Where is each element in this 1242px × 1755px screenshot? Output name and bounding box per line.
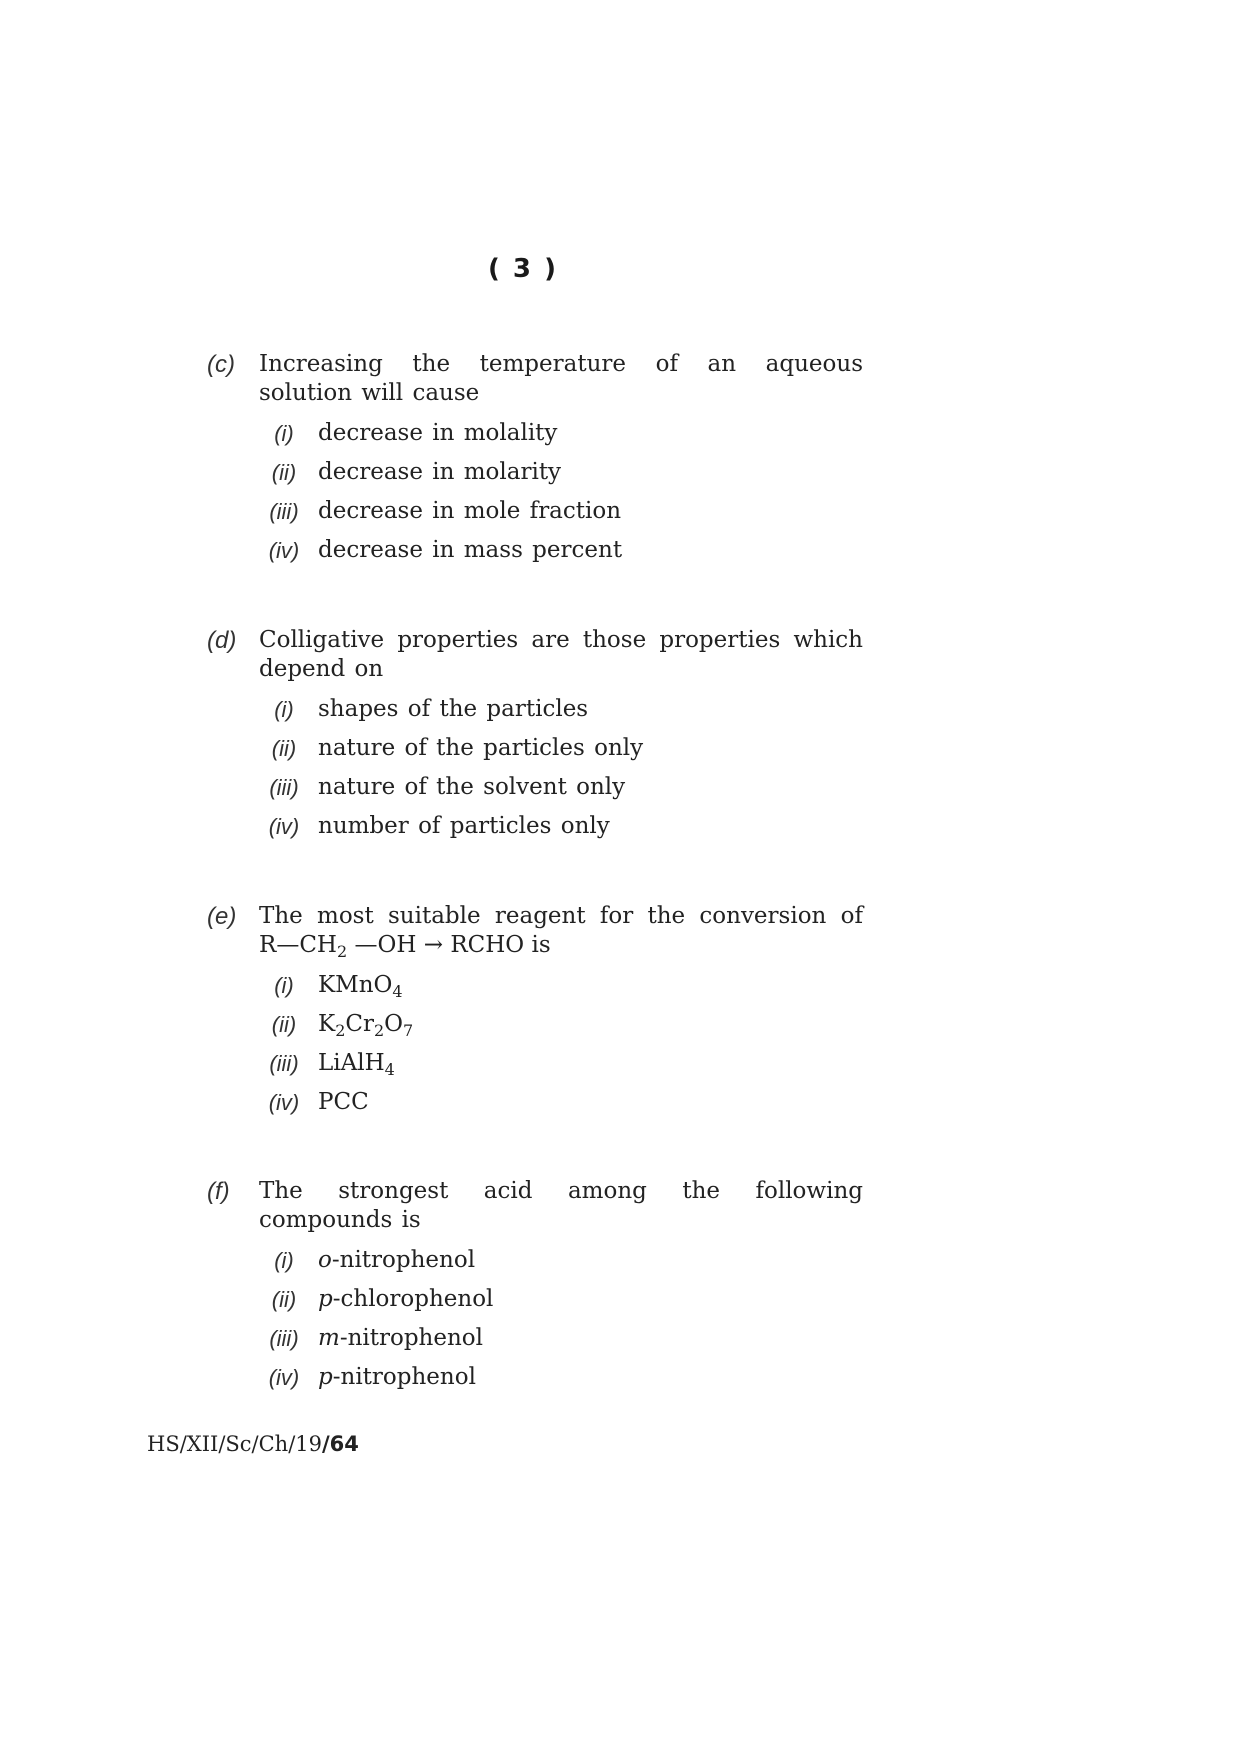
stem-line-1: Colligative properties are those properties which [259,627,863,653]
stem-line-2: compounds is [259,1207,421,1233]
option-iii [259,1044,863,1083]
question-stem [259,350,863,408]
option-ii [259,1280,863,1319]
question-label: (c) [207,351,235,378]
formula-subscript: 2 [336,942,348,961]
option-label: (i) [274,1248,294,1273]
formula-part: K [318,1011,336,1037]
option-text: decrease in molality [318,420,558,446]
option-label: (iii) [269,1051,299,1076]
option-text [318,1319,483,1358]
isomer-prefix: p [318,1286,333,1312]
option-text [318,966,403,1005]
option-text: shapes of the particles [318,696,589,722]
stem-line-1: The most suitable reagent for the conversion of [259,903,863,929]
option-label: (iii) [269,1326,299,1351]
question-label: (f) [207,1178,230,1205]
option-label: (iv) [268,1365,300,1390]
option-text [318,1241,475,1280]
option-label: (iv) [268,538,300,563]
formula-product: RCHO [450,932,525,958]
option-label: (iii) [269,775,299,800]
option-list [259,690,863,846]
option-text: PCC [318,1089,369,1115]
reaction-formula [259,931,863,960]
option-text [318,1044,395,1083]
option-iv [259,1358,863,1397]
question-f [207,1177,863,1397]
formula-subscript: 4 [384,1060,395,1079]
formula-part: O [384,1011,404,1037]
compound-name: -nitrophenol [331,1247,476,1273]
option-iv [259,807,863,846]
formula-bond: — [354,932,378,958]
formula-subscript: 7 [403,1021,414,1040]
isomer-prefix: m [318,1325,340,1351]
option-label: (i) [274,973,294,998]
option-text: nature of the particles only [318,735,644,761]
option-text: decrease in mass percent [318,537,623,563]
option-iv [259,1083,863,1122]
option-label: (iv) [268,1090,300,1115]
option-iii [259,768,863,807]
isomer-prefix: o [318,1247,332,1273]
option-label: (i) [274,421,294,446]
option-i [259,690,863,729]
paper-set-number: /64 [322,1432,359,1456]
question-stem [259,1177,863,1235]
isomer-prefix: p [318,1364,333,1390]
option-label: (iii) [269,499,299,524]
paper-code-text: HS/XII/Sc/Ch/19 [147,1432,323,1456]
compound-name: -nitrophenol [339,1325,484,1351]
formula-subscript: 2 [373,1021,385,1040]
option-label: (ii) [271,736,297,761]
option-text: nature of the solvent only [318,774,626,800]
formula-part: LiAlH [318,1050,385,1076]
formula-tail: is [531,932,551,958]
option-list [259,1241,863,1397]
option-i [259,1241,863,1280]
formula-part: KMnO [318,972,393,998]
option-text: decrease in molarity [318,459,562,485]
stem-line-2: depend on [259,656,384,682]
option-iv [259,531,863,570]
option-label: (ii) [271,460,297,485]
stem-line-1: Increasing the temperature of an aqueous [259,351,863,377]
compound-name: -chlorophenol [332,1286,494,1312]
option-iii [259,492,863,531]
option-label: (i) [274,697,294,722]
option-text [318,1358,476,1397]
reaction-arrow: → [423,932,443,958]
option-i [259,414,863,453]
formula-subscript: 2 [335,1021,346,1040]
formula-subscript: 4 [392,982,403,1001]
question-e [207,902,863,1122]
option-ii [259,1005,863,1044]
stem-line-1: The strongest acid among the following [259,1178,863,1204]
option-list [259,414,863,570]
option-label: (ii) [271,1012,297,1037]
option-ii [259,729,863,768]
question-label: (e) [207,903,237,930]
option-text: decrease in mole fraction [318,498,622,524]
question-stem [259,626,863,684]
question-c [207,350,863,570]
option-text [318,1005,413,1044]
compound-name: -nitrophenol [332,1364,476,1390]
formula-bond: — [276,932,300,958]
option-iii [259,1319,863,1358]
option-text [318,1280,493,1319]
paper-code [147,1432,359,1456]
question-label: (d) [207,627,237,654]
option-ii [259,453,863,492]
option-text: number of particles only [318,813,610,839]
option-label: (ii) [271,1287,297,1312]
formula-r: R [259,932,277,958]
option-i [259,966,863,1005]
question-d [207,626,863,846]
formula-oh: OH [377,932,417,958]
option-label: (iv) [268,814,300,839]
formula-part: Cr [345,1011,374,1037]
page-number: ( 3 ) [488,254,558,284]
option-list [259,966,863,1122]
formula-ch: CH [299,932,337,958]
stem-line-2: solution will cause [259,380,480,406]
